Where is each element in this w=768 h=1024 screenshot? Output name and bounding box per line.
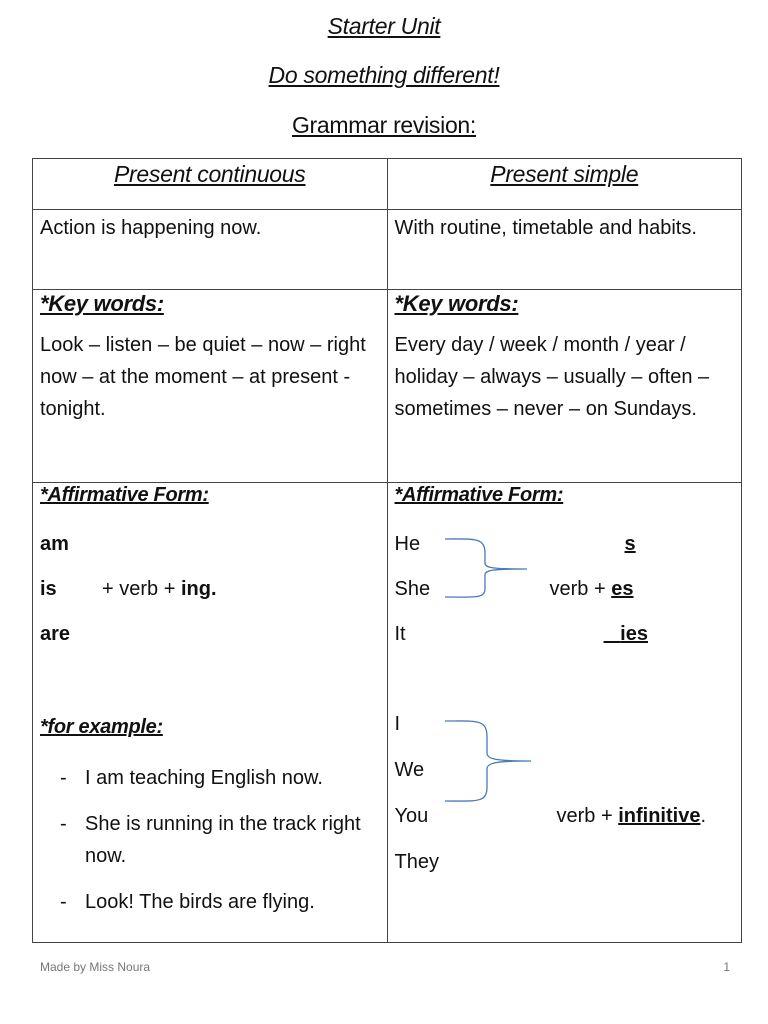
list-item: - She is running in the track right now. (60, 813, 361, 867)
grammar-table (32, 158, 742, 943)
affirmative-heading: *Affirmative Form: (40, 484, 209, 506)
column-heading-present-simple: Present simple (387, 159, 742, 210)
aux-am: am (40, 533, 69, 555)
affirmative-cell-continuous (33, 483, 388, 943)
pronoun-they: They (394, 851, 439, 873)
column-heading-present-continuous: Present continuous (33, 159, 388, 210)
verb-plus-es: verb + es (549, 578, 634, 600)
pronoun-i: I (394, 713, 401, 735)
page-title: Starter Unit (327, 13, 441, 39)
suffix-es: es (611, 578, 634, 600)
aux-is: is (40, 578, 57, 600)
usage-present-continuous: Action is happening now. (33, 210, 388, 290)
verb-plus-infinitive: verb + infinitive. (556, 805, 707, 827)
affirmative-row (33, 483, 742, 943)
pronoun-she: She (394, 578, 431, 600)
keywords-present-continuous: Look – listen – be quiet – now – right now – at the moment – at present - tonight. (40, 334, 366, 420)
keywords-heading: *Key words: (40, 291, 164, 316)
pronoun-he: He (394, 533, 421, 555)
section-heading: Grammar revision: (291, 112, 477, 138)
table-header-row (33, 159, 742, 210)
curly-brace-icon (443, 535, 533, 603)
list-item: - Look! The birds are flying. (60, 891, 315, 913)
keywords-row (33, 290, 742, 483)
page-subtitle: Do something different! (268, 62, 500, 88)
curly-brace-icon (443, 719, 535, 809)
usage-present-simple: With routine, timetable and habits. (387, 210, 742, 290)
infinitive: infinitive (618, 805, 701, 827)
example-list (40, 762, 380, 918)
verb-formula (102, 578, 217, 601)
usage-row (33, 210, 742, 290)
affirmative-cell-simple (387, 483, 742, 943)
pronoun-we: We (394, 759, 425, 781)
keywords-heading: *Key words: (394, 291, 519, 316)
keywords-present-simple: Every day / week / month / year / holiday – always – usually – often – sometimes – never – on Sundays. (394, 334, 710, 420)
footer-author: Made by Miss Noura (40, 960, 151, 974)
suffix-ies: ies (620, 623, 648, 645)
keywords-cell-continuous (33, 290, 388, 483)
pronoun-it: It (394, 623, 406, 645)
affirmative-heading: *Affirmative Form: (394, 484, 564, 506)
suffix-s: s (624, 533, 636, 555)
pronoun-you: You (394, 805, 429, 827)
keywords-cell-simple (387, 290, 742, 483)
page-number: 1 (723, 960, 730, 974)
list-item: - I am teaching English now. (60, 767, 323, 789)
aux-are: are (40, 623, 71, 645)
ing-suffix: ing. (180, 578, 217, 600)
example-heading: *for example: (40, 716, 163, 738)
plus-verb-plus: + verb + (102, 578, 176, 600)
